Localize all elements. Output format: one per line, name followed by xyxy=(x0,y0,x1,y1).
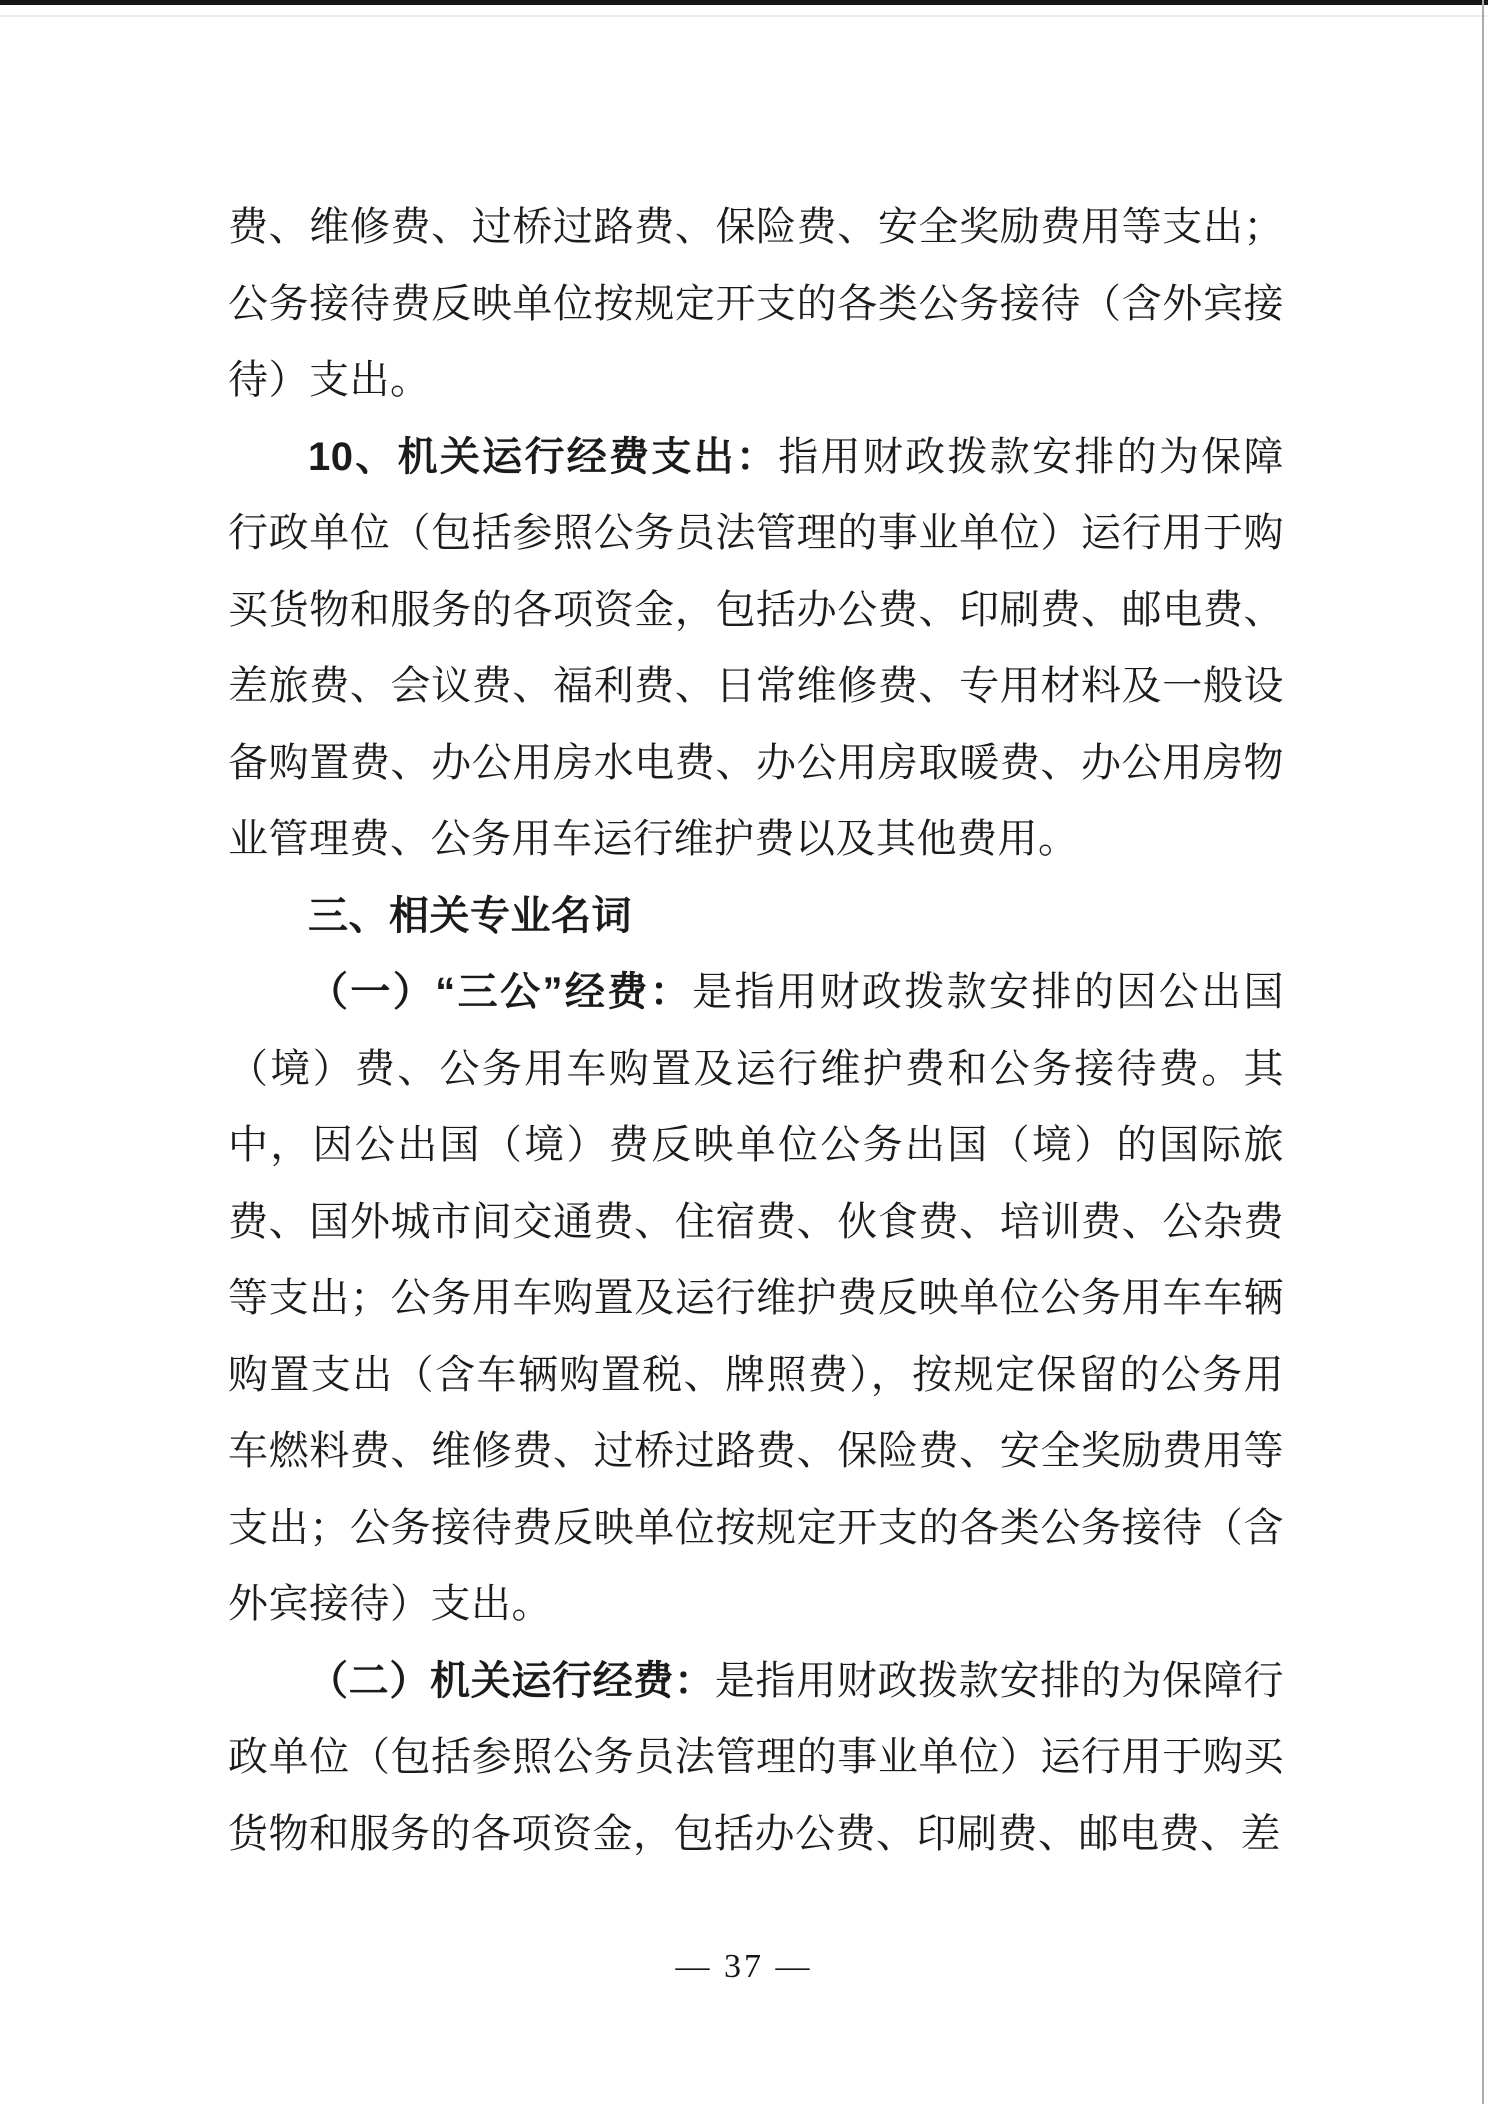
page-number: — 37 — xyxy=(675,1948,813,1985)
paragraph-text: 是指用财政拨款安排的为保障行政单位（包括参照公务员法管理的事业单位）运行用于购买货物和服务的各项资金，包括办公费、印刷费、邮电费、差 xyxy=(228,1657,1285,1856)
top-hairline xyxy=(0,15,1488,17)
paragraph-lead-text: （二）机关运行经费： xyxy=(308,1658,715,1703)
top-edge-scan-bar xyxy=(0,0,1488,5)
paragraph xyxy=(228,954,1284,1643)
paragraph-lead-text: 10、机关运行经费支出： xyxy=(308,434,779,479)
paragraph-lead-text: 三、相关专业名词 xyxy=(308,893,632,938)
page-footer xyxy=(0,1948,1488,1986)
paragraph-text: 费、维修费、过桥过路费、保险费、安全奖励费用等支出；公务接待费反映单位按规定开支的各类公务接待（含外宾接待）支出。 xyxy=(228,204,1284,402)
right-edge-scan-line xyxy=(1482,0,1484,2104)
paragraph-text: 是指用财政拨款安排的因公出国（境）费、公务用车购置及运行维护费和公务接待费。其中，因公出国（境）费反映单位公务出国（境）的国际旅费、国外城市间交通费、住宿费、伙食费、培训费、公杂费等支出；公务用车购置及运行维护费反映单位公务用车车辆购置支出（含车辆购置税、牌照费），按规定保留的公务用车燃料费、维修费、过桥过路费、保险费、安全奖励费用等支出；公务接待费反映单位按规定开支的各类公务接待（含外宾接待）支出。 xyxy=(228,969,1285,1626)
document-body xyxy=(228,189,1284,1872)
paragraph xyxy=(228,189,1284,419)
paragraph xyxy=(228,1643,1284,1873)
paragraph xyxy=(228,878,1284,955)
paragraph xyxy=(228,419,1284,878)
paragraph-text: 指用财政拨款安排的为保障行政单位（包括参照公务员法管理的事业单位）运行用于购买货物和服务的各项资金，包括办公费、印刷费、邮电费、差旅费、会议费、福利费、日常维修费、专用材料及一般设备购置费、办公用房水电费、办公用房取暖费、办公用房物业管理费、公务用车运行维护费以及其他费用。 xyxy=(228,433,1284,861)
paragraph-lead-text: （一）“三公”经费： xyxy=(308,970,693,1014)
